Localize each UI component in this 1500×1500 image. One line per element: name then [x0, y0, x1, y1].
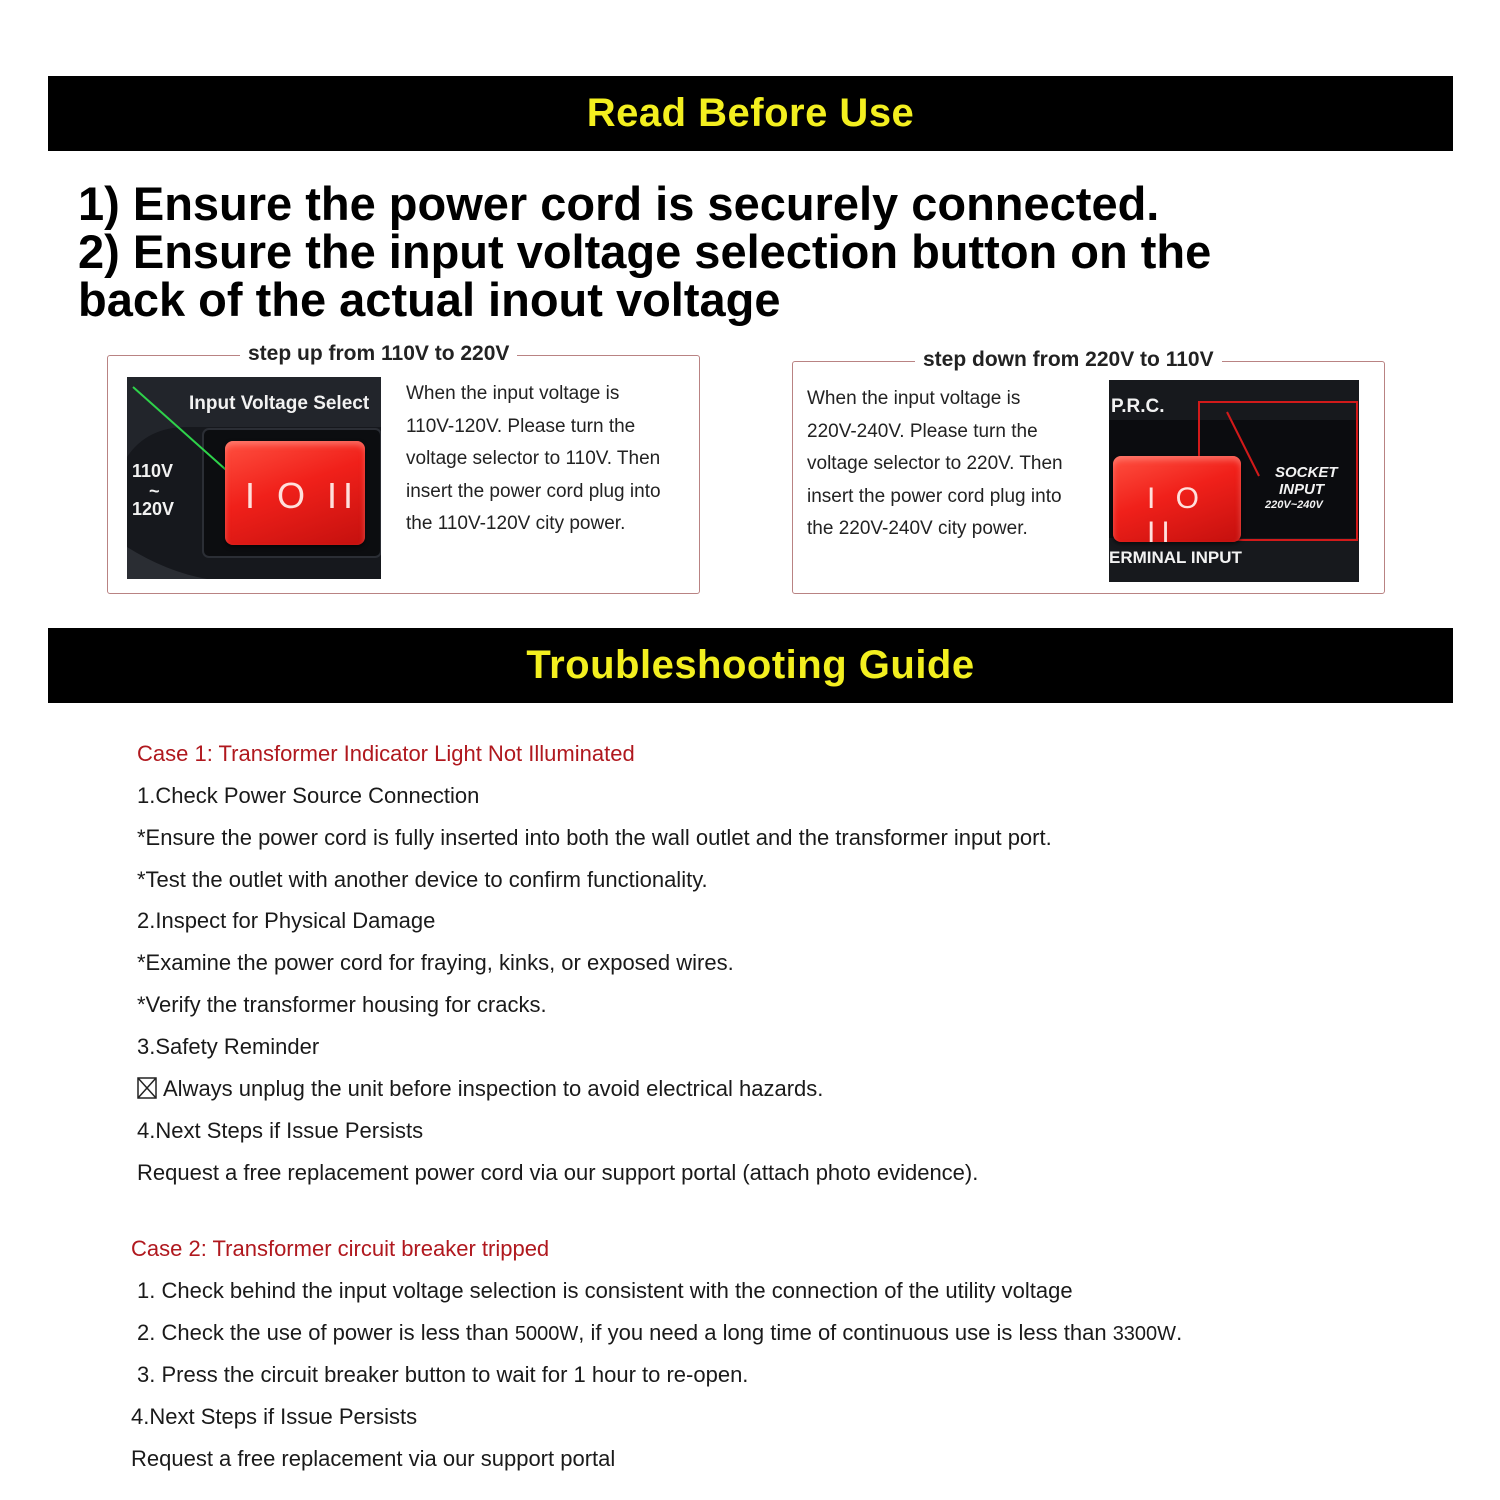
- troubleshooting-heading: Troubleshooting Guide: [526, 643, 975, 687]
- voltage-label-110v: 110V: [132, 461, 174, 481]
- step-down-text-line: voltage selector to 220V. Then: [807, 453, 1063, 474]
- step-up-text-line: 110V-120V. Please turn the: [406, 415, 636, 437]
- step-up-text-line: insert the power cord plug into: [406, 480, 661, 502]
- case-2-step-text: 2. Check the use of power is less than: [137, 1320, 515, 1345]
- case-2-title: Case 2: Transformer circuit breaker tripped: [131, 1236, 550, 1261]
- voltage-label-120v: 120V: [132, 499, 175, 519]
- voltage-label-tilde: ~: [149, 481, 160, 501]
- step-down-text-line: insert the power cord plug into: [807, 485, 1062, 507]
- socket-voltage-label: 220V~240V: [1265, 499, 1323, 511]
- warning-box-icon: [137, 1077, 157, 1099]
- step-up-description: [406, 378, 706, 541]
- case-2-step: 1. Check behind the input voltage selection is consistent with the connection of the utility voltage: [137, 1278, 1073, 1303]
- step-up-panel: [107, 342, 700, 594]
- step-down-description: [807, 383, 1117, 546]
- step-up-text-line: When the input voltage is: [406, 383, 620, 404]
- case-2-step: [137, 1320, 1182, 1346]
- step-up-title: step up from 110V to 220V: [240, 342, 517, 366]
- case-2-step: 3. Press the circuit breaker button to wait for 1 hour to re-open.: [137, 1362, 749, 1387]
- case-1-item: Request a free replacement power cord via our support portal (attach photo evidence).: [137, 1160, 979, 1185]
- socket-input-label: INPUT: [1279, 481, 1324, 498]
- case-1-item: *Verify the transformer housing for cracks.: [137, 992, 547, 1017]
- troubleshooting-banner: [48, 628, 1453, 703]
- case-2-step: Request a free replacement via our support portal: [131, 1446, 616, 1471]
- prc-label: P.R.C.: [1111, 396, 1165, 417]
- voltage-selector-switch: [225, 441, 365, 545]
- instruction-line-3: back of the actual inout voltage: [78, 273, 781, 326]
- case-1-step: 4.Next Steps if Issue Persists: [137, 1118, 424, 1143]
- case-1-step: 1.Check Power Source Connection: [137, 783, 480, 808]
- step-down-text-line: When the input voltage is: [807, 388, 1021, 409]
- switch-marks: I O II: [245, 475, 360, 516]
- case-1-item: *Test the outlet with another device to confirm functionality.: [137, 867, 708, 892]
- instructions: [78, 177, 1468, 326]
- step-up-text-line: voltage selector to 110V. Then: [406, 448, 661, 469]
- read-before-use-heading: Read Before Use: [586, 91, 915, 135]
- input-voltage-select-label: Input Voltage Select: [189, 393, 370, 414]
- step-down-text-line: 220V-240V. Please turn the: [807, 420, 1038, 442]
- step-up-text-line: the 110V-120V city power.: [406, 513, 626, 534]
- case-2-step-text: , if you need a long time of continuous use is less than: [578, 1320, 1113, 1345]
- read-before-use-banner: [48, 76, 1453, 151]
- instruction-line-1: 1) Ensure the power cord is securely connected.: [78, 177, 1160, 230]
- case-1-title: Case 1: Transformer Indicator Light Not Illuminated: [137, 741, 635, 766]
- case-1-item: *Examine the power cord for fraying, kinks, or exposed wires.: [137, 950, 734, 975]
- socket-label: SOCKET: [1275, 464, 1338, 481]
- safety-reminder-row: [137, 1076, 823, 1102]
- case-2-step-text: .: [1176, 1320, 1183, 1345]
- step-down-text-line: the 220V-240V city power.: [807, 518, 1028, 539]
- switch-photo-220v: [1109, 380, 1359, 582]
- instruction-line-2: 2) Ensure the input voltage selection button on the: [78, 225, 1212, 278]
- safety-reminder-text: Always unplug the unit before inspection to avoid electrical hazards.: [163, 1076, 824, 1101]
- step-down-panel: [792, 348, 1385, 594]
- voltage-selector-switch: [1113, 456, 1241, 549]
- power-limit-value: 5000W: [514, 1323, 579, 1345]
- continuous-power-value: 3300W: [1112, 1323, 1177, 1345]
- step-down-title: step down from 220V to 110V: [915, 348, 1222, 372]
- case-1-step: 3.Safety Reminder: [137, 1034, 320, 1059]
- case-2-step: 4.Next Steps if Issue Persists: [131, 1404, 418, 1429]
- switch-photo-110v: [127, 377, 381, 579]
- case-1-step: 2.Inspect for Physical Damage: [137, 908, 436, 933]
- case-1-item: *Ensure the power cord is fully inserted into both the wall outlet and the transformer input port.: [137, 825, 1052, 850]
- switch-marks: I O II: [1147, 482, 1206, 549]
- terminal-input-label: ERMINAL INPUT: [1109, 548, 1242, 567]
